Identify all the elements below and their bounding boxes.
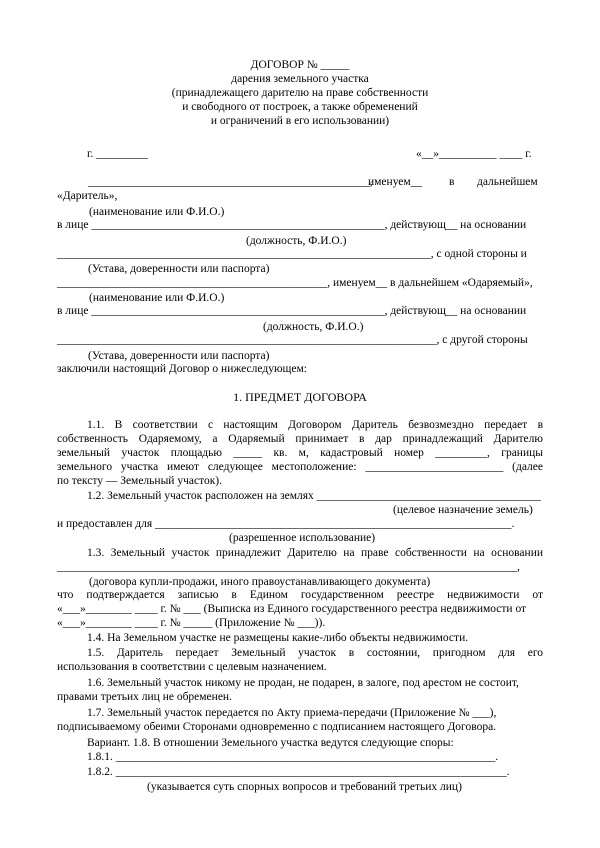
clause-1-3-line-1: 1.3. Земельный участок принадлежит Дарителю на праве собственности на основании bbox=[87, 547, 543, 559]
donee-basis-line: __________________________________________________________________, с другой стороны bbox=[57, 334, 528, 346]
clause-1-6-line-1: 1.6. Земельный участок никому не продан, не подарен, в залоге, под арестом не состоит, bbox=[87, 677, 519, 689]
clause-1-1-line-1: 1.1. В соответствии с настоящим Договором Даритель безвозмездно передает в bbox=[87, 419, 543, 431]
clause-1-2-line-1: 1.2. Земельный участок расположен на землях _______________________________________ bbox=[87, 490, 541, 502]
hint-title-document: (договора купли-продажи, иного правоустанавливающего документа) bbox=[89, 576, 431, 588]
date-field: «__»__________ ____ г. bbox=[416, 148, 532, 160]
title-subtitle-4: и ограничений в его использовании) bbox=[210, 115, 390, 127]
hint-position-2: (должность, Ф.И.О.) bbox=[263, 321, 364, 333]
clause-1-1-line-2: собственность Одаряемому, а Одаряемый принимает в дар принадлежащий Дарителю bbox=[57, 433, 543, 445]
clause-1-5-line-2: использования в соответствии с целевым назначением. bbox=[57, 661, 327, 673]
donor-further-word: дальнейшем bbox=[477, 176, 538, 188]
hint-land-purpose: (целевое назначение земель) bbox=[393, 504, 533, 516]
clause-1-1-line-5: по тексту — Земельный участок). bbox=[57, 475, 222, 487]
hint-basis-2: (Устава, доверенности или паспорта) bbox=[88, 350, 270, 362]
variant-clause-1-8: Вариант. 1.8. В отношении Земельного участка ведутся следующие споры: bbox=[87, 737, 454, 749]
donor-in-word: в bbox=[449, 176, 455, 188]
clause-1-8-1: 1.8.1. __________________________________________________________________. bbox=[87, 751, 499, 763]
clause-1-4: 1.4. На Земельном участке не размещены какие-либо объекты недвижимости. bbox=[87, 632, 469, 644]
donor-basis-line: _________________________________________________________________, с одной стороны и bbox=[57, 248, 527, 260]
clause-1-8-2: 1.8.2. ____________________________________________________________________. bbox=[87, 766, 510, 778]
clause-1-5-line-1: 1.5. Даритель передает Земельный участок в состоянии, пригодном для его bbox=[87, 647, 543, 659]
concluded-line: заключили настоящий Договор о нижеследующем: bbox=[57, 363, 307, 375]
hint-name-1: (наименование или Ф.И.О.) bbox=[89, 206, 225, 218]
clause-1-3-line-3: что подтверждается записью в Едином государственном реестре недвижимости от bbox=[57, 589, 543, 601]
clause-1-1-line-3: земельный участок площадью _____ кв. м, кадастровый номер _________, границы bbox=[57, 447, 543, 459]
document-title: ДОГОВОР № _____ bbox=[250, 59, 350, 71]
clause-1-1-line-4: земельного участка имеют следующее местоположение: ________________________ (далее bbox=[57, 461, 543, 473]
clause-1-3-line-2: ________________________________________________________________________________, bbox=[57, 561, 520, 573]
hint-disputes: (указывается суть спорных вопросов и требований третьих лиц) bbox=[147, 781, 462, 793]
donor-named-word: именуем__ bbox=[368, 176, 423, 188]
clause-1-7-line-1: 1.7. Земельный участок передается по Акту приема-передачи (Приложение № ___), bbox=[87, 707, 497, 719]
hint-name-2: (наименование или Ф.И.О.) bbox=[89, 292, 225, 304]
title-subtitle-3: и свободного от построек, а также обременений bbox=[182, 101, 418, 113]
clause-1-7-line-2: подписываемому обеими Сторонами одновременно с подписанием настоящего Договора. bbox=[57, 721, 497, 733]
title-subtitle-2: (принадлежащего дарителю на праве собственности bbox=[171, 87, 429, 99]
city-field: г. _________ bbox=[87, 148, 148, 160]
hint-basis-1: (Устава, доверенности или паспорта) bbox=[88, 263, 270, 275]
hint-permitted-use: (разрешенное использование) bbox=[229, 532, 376, 544]
donor-representative-line: в лице ___________________________________________________, действующ__ на основании bbox=[57, 219, 527, 231]
title-subtitle-1: дарения земельного участка bbox=[231, 73, 369, 85]
donee-representative-line: в лице ___________________________________________________, действующ__ на основании bbox=[57, 305, 527, 317]
hint-position-1: (должность, Ф.И.О.) bbox=[246, 235, 347, 247]
donee-line: _______________________________________________, именуем__ в дальнейшем «Одаряемый», bbox=[57, 277, 533, 289]
donor-label: «Даритель», bbox=[57, 190, 118, 202]
section-1-heading: 1. ПРЕДМЕТ ДОГОВОРА bbox=[233, 390, 367, 404]
donor-name-blank: _________________________________________________, bbox=[88, 176, 373, 188]
clause-1-3-line-5: «___»________ ____ г. № _____ (Приложение № ___)). bbox=[57, 617, 326, 629]
clause-1-2-line-2: и предоставлен для ______________________________________________________________. bbox=[57, 518, 515, 530]
clause-1-3-line-4: «___»________ ____ г. № ___ (Выписка из Единого государственного реестра недвижимости от bbox=[57, 603, 527, 615]
clause-1-6-line-2: правами третьих лиц не обременен. bbox=[57, 691, 232, 703]
